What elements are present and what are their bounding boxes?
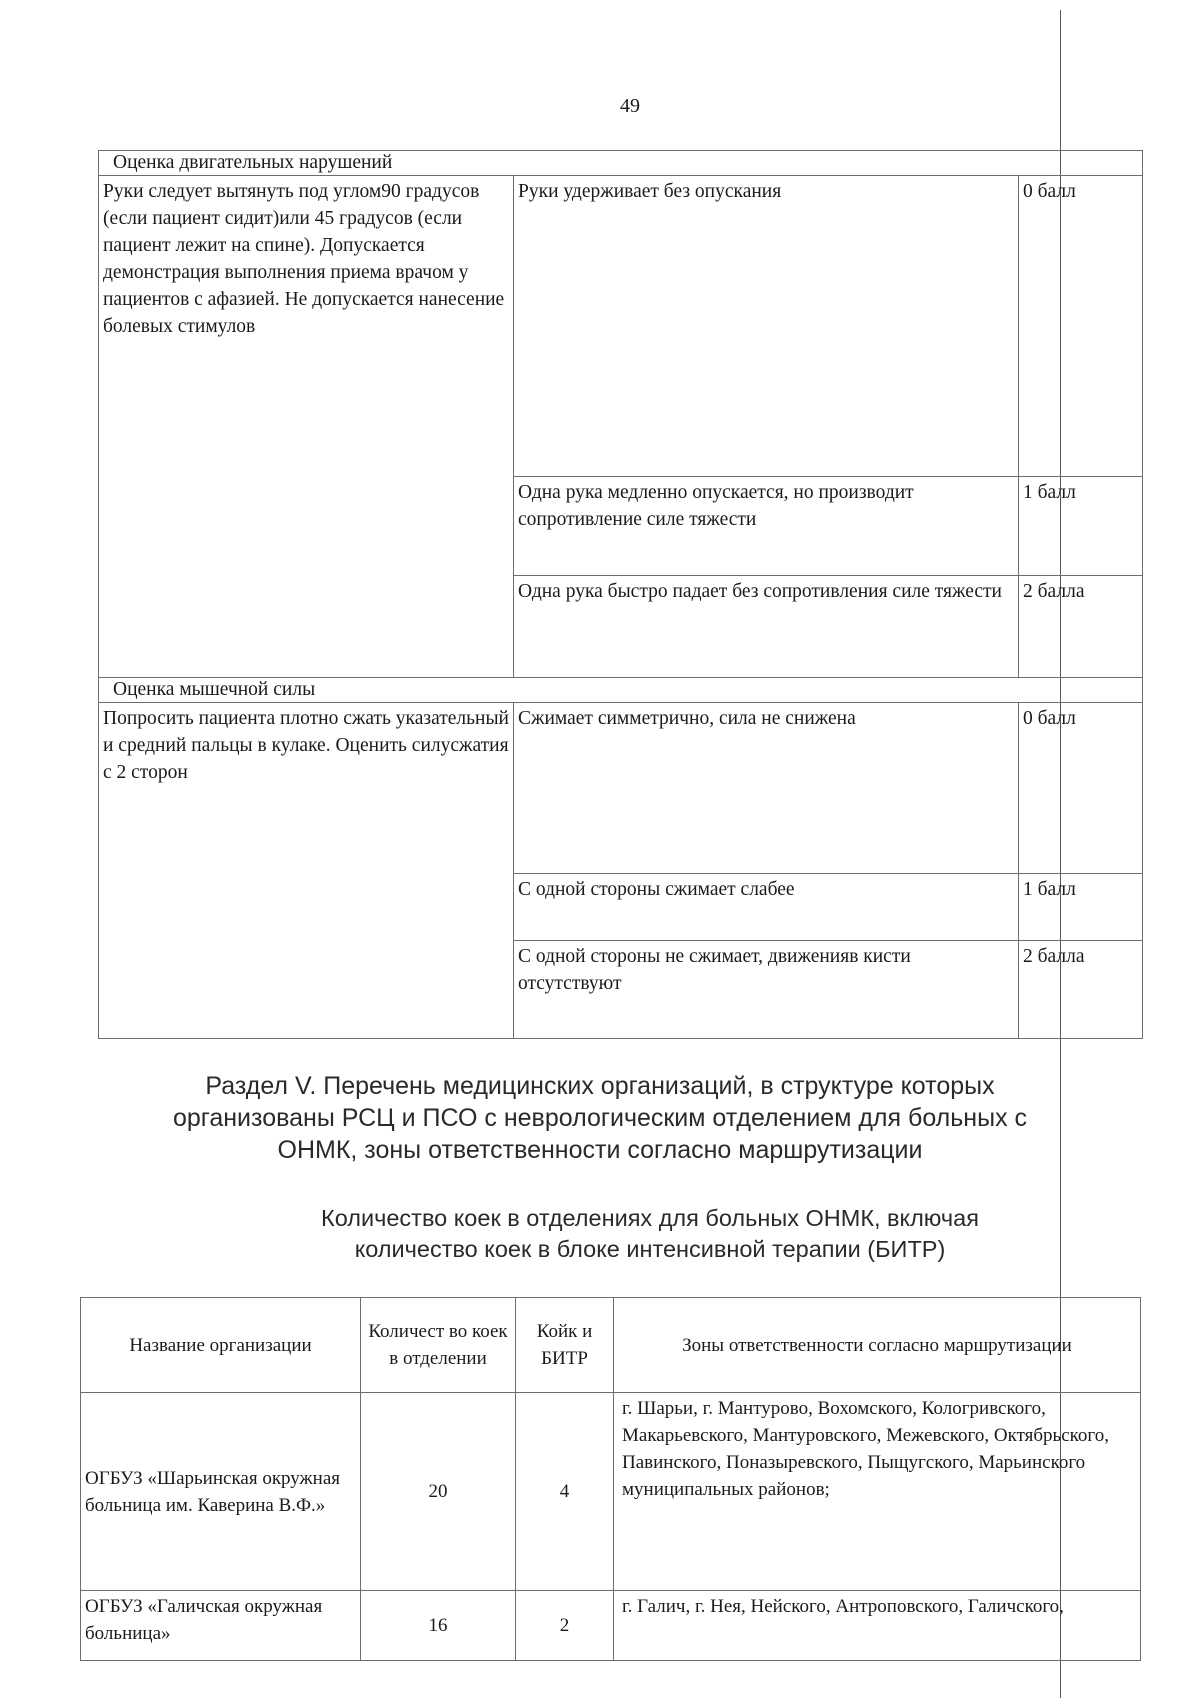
page-number: 49 [620, 95, 640, 117]
org-cell: ОГБУЗ «Шарьинская окружная больница им. Каверина В.Ф.» [81, 1393, 361, 1591]
table-header-row [81, 1298, 1141, 1393]
zones-cell: г. Шарьи, г. Мантурово, Вохомского, Кологривского, Макарьевского, Мантуровского, Межевского, Октябрьского, Павинского, Поназыревского, Пыщугского, Марьинского муниципальных районов; [614, 1393, 1141, 1591]
zones-cell: г. Галич, г. Нея, Нейского, Антроповского, Галичского, [614, 1591, 1141, 1661]
section-title-muscle: Оценка мышечной силы [99, 678, 1143, 703]
bitr-cell: 4 [516, 1393, 614, 1591]
score-cell: 0 балл [1019, 176, 1143, 477]
header-beds: Количест во коек в отделении [361, 1298, 516, 1393]
instruction-cell: Попросить пациента плотно сжать указательный и средний пальцы в кулаке. Оценить силусжатия с 2 сторон [99, 703, 514, 1039]
description-cell: С одной стороны не сжимает, движенияв кисти отсутствуют [514, 941, 1019, 1039]
score-cell: 2 балла [1019, 576, 1143, 678]
header-bitr: Койк и БИТР [516, 1298, 614, 1393]
score-cell: 1 балл [1019, 874, 1143, 941]
table-row [99, 703, 1143, 874]
score-cell: 0 балл [1019, 703, 1143, 874]
description-cell: Одна рука быстро падает без сопротивления силе тяжести [514, 576, 1019, 678]
nihss-scale-table [98, 150, 1143, 1039]
bitr-cell: 2 [516, 1591, 614, 1661]
section-header-row [99, 151, 1143, 176]
section-header-row [99, 678, 1143, 703]
score-cell: 2 балла [1019, 941, 1143, 1039]
table-row [81, 1393, 1141, 1591]
table-caption: Количество коек в отделениях для больных ОНМК, включая количество коек в блоке интенсивной терапии (БИТР) [321, 1205, 979, 1262]
table-row [81, 1591, 1141, 1661]
header-zones: Зоны ответственности согласно маршрутизации [614, 1298, 1141, 1393]
instruction-cell: Руки следует вытянуть под углом90 градусов (если пациент сидит)или 45 градусов (если пациент лежит на спине). Допускается демонстрация выполнения приема врачом у пациентов с афазией. Не допускается нанесение болевых стимулов [99, 176, 514, 678]
beds-cell: 20 [361, 1393, 516, 1591]
description-cell: Руки удерживает без опускания [514, 176, 1019, 477]
section-title: Раздел V. Перечень медицинских организаций, в структуре которых организованы РСЦ и ПСО с неврологическим отделением для больных с ОНМК, зоны ответственности согласно маршрутизации [172, 1072, 1028, 1164]
header-org: Название организации [81, 1298, 361, 1393]
description-cell: С одной стороны сжимает слабее [514, 874, 1019, 941]
beds-table [80, 1297, 1141, 1661]
score-cell: 1 балл [1019, 477, 1143, 576]
description-cell: Одна рука медленно опускается, но производит сопротивление силе тяжести [514, 477, 1019, 576]
org-cell: ОГБУЗ «Галичская окружная больница» [81, 1591, 361, 1661]
beds-cell: 16 [361, 1591, 516, 1661]
description-cell: Сжимает симметрично, сила не снижена [514, 703, 1019, 874]
section-title-motor: Оценка двигательных нарушений [99, 151, 1143, 176]
table-row [99, 176, 1143, 477]
